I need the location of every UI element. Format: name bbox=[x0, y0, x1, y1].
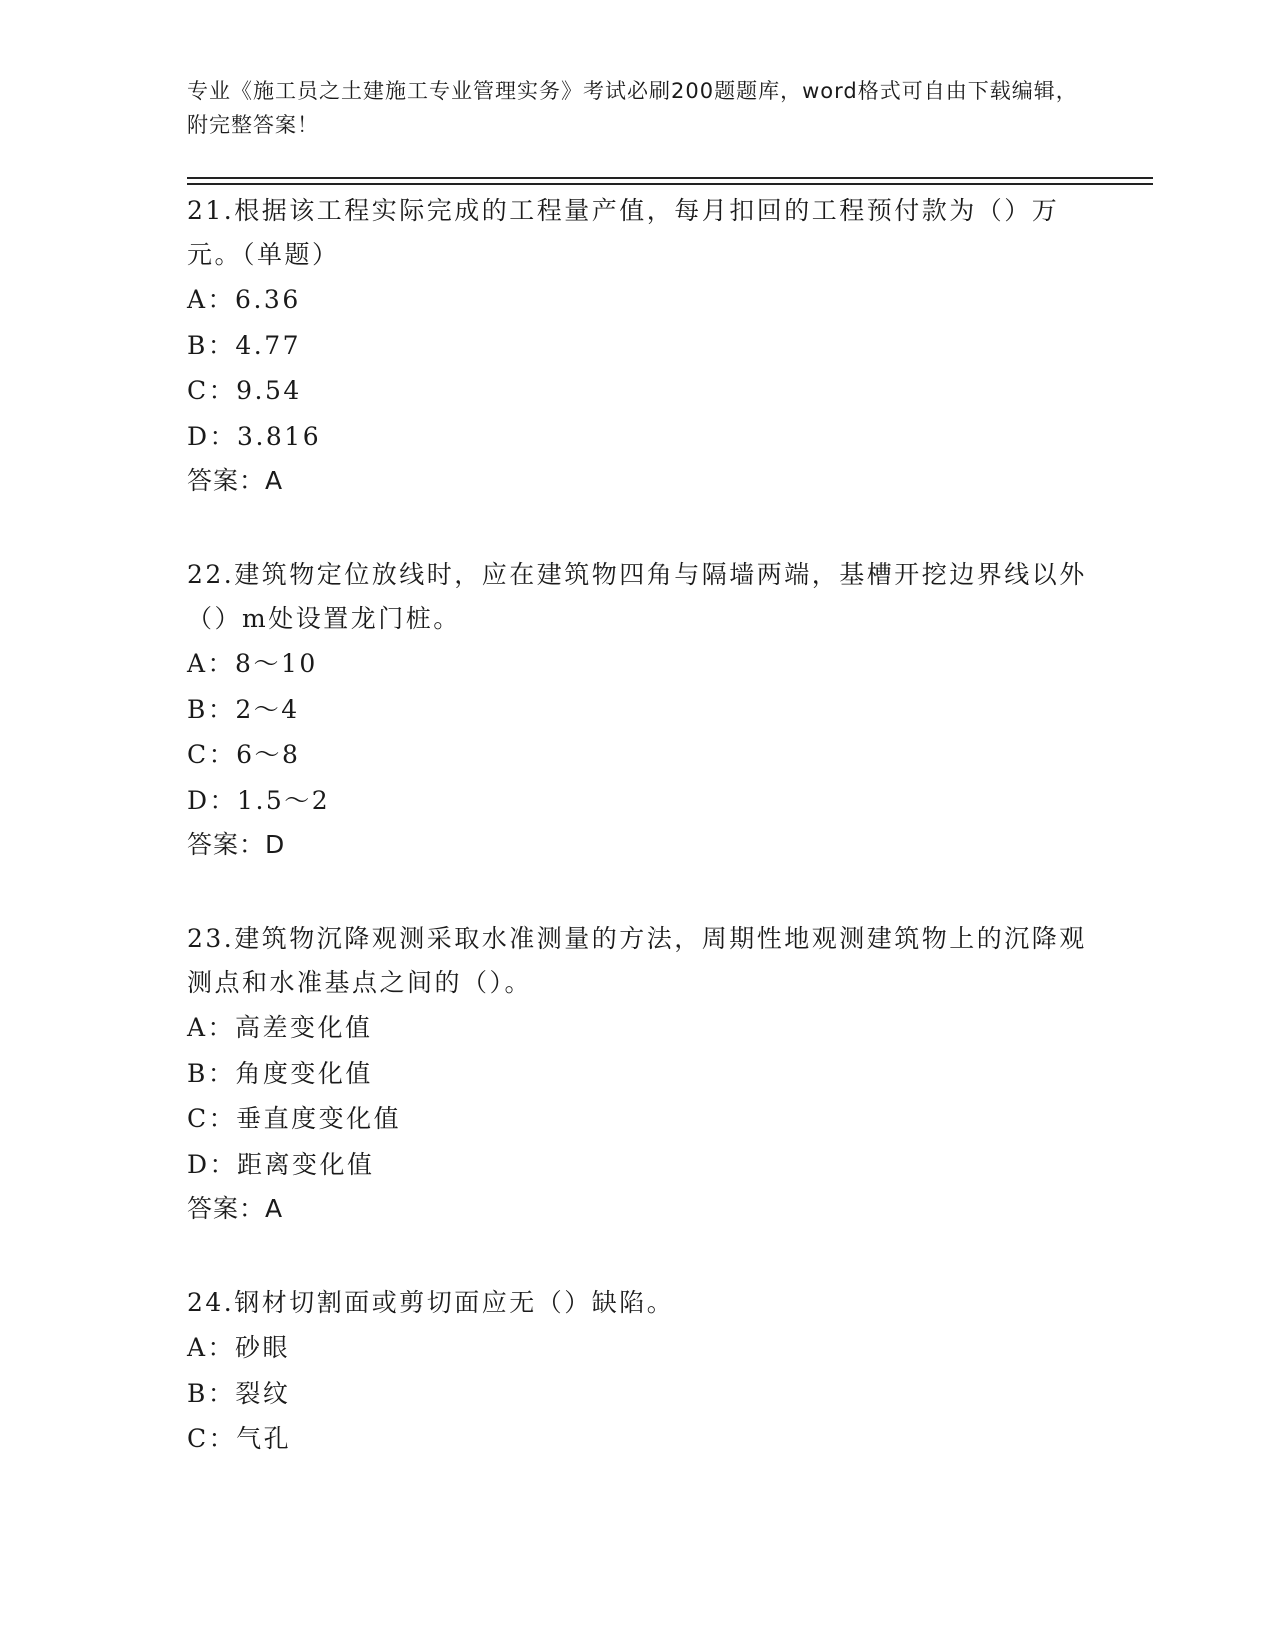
option-c: C：垂直度变化值 bbox=[187, 1104, 402, 1133]
question-stem: 24.钢材切割面或剪切面应无（）缺陷。 bbox=[187, 1288, 675, 1317]
header-divider-bottom bbox=[187, 183, 1153, 185]
document-header: 专业《施工员之土建施工专业管理实务》考试必刷200题题库，word格式可自由下载编辑，附完整答案！ bbox=[187, 79, 1078, 137]
option-b: B：角度变化值 bbox=[187, 1058, 373, 1088]
option-a: A：6.36 bbox=[187, 285, 301, 314]
question-23 bbox=[187, 917, 1087, 1231]
option-d: D：3.816 bbox=[187, 421, 322, 451]
question-24 bbox=[187, 1281, 1087, 1462]
header-divider-top bbox=[187, 177, 1153, 179]
option-b: B：2～4 bbox=[187, 694, 300, 724]
option-d: D：距离变化值 bbox=[187, 1149, 375, 1179]
question-21 bbox=[187, 189, 1087, 503]
option-b: B：4.77 bbox=[187, 330, 302, 360]
option-a: A：高差变化值 bbox=[187, 1013, 373, 1042]
answer: 答案：A bbox=[187, 1194, 284, 1223]
option-a: A：8～10 bbox=[187, 649, 318, 678]
option-c: C：气孔 bbox=[187, 1424, 292, 1453]
question-stem: 23.建筑物沉降观测采取水准测量的方法，周期性地观测建筑物上的沉降观测点和水准基点之间的（）。 bbox=[187, 924, 1087, 997]
answer: 答案：D bbox=[187, 830, 286, 859]
question-stem: 21.根据该工程实际完成的工程量产值，每月扣回的工程预付款为（）万元。（单题） bbox=[187, 196, 1060, 269]
answer: 答案：A bbox=[187, 466, 284, 495]
option-b: B：裂纹 bbox=[187, 1378, 291, 1408]
question-stem: 22.建筑物定位放线时，应在建筑物四角与隔墙两端，基槽开挖边界线以外（）m处设置龙门桩。 bbox=[187, 560, 1087, 633]
option-c: C：6～8 bbox=[187, 740, 301, 769]
option-c: C：9.54 bbox=[187, 376, 302, 405]
question-22 bbox=[187, 553, 1087, 867]
option-d: D：1.5～2 bbox=[187, 785, 331, 815]
option-a: A：砂眼 bbox=[187, 1333, 291, 1362]
